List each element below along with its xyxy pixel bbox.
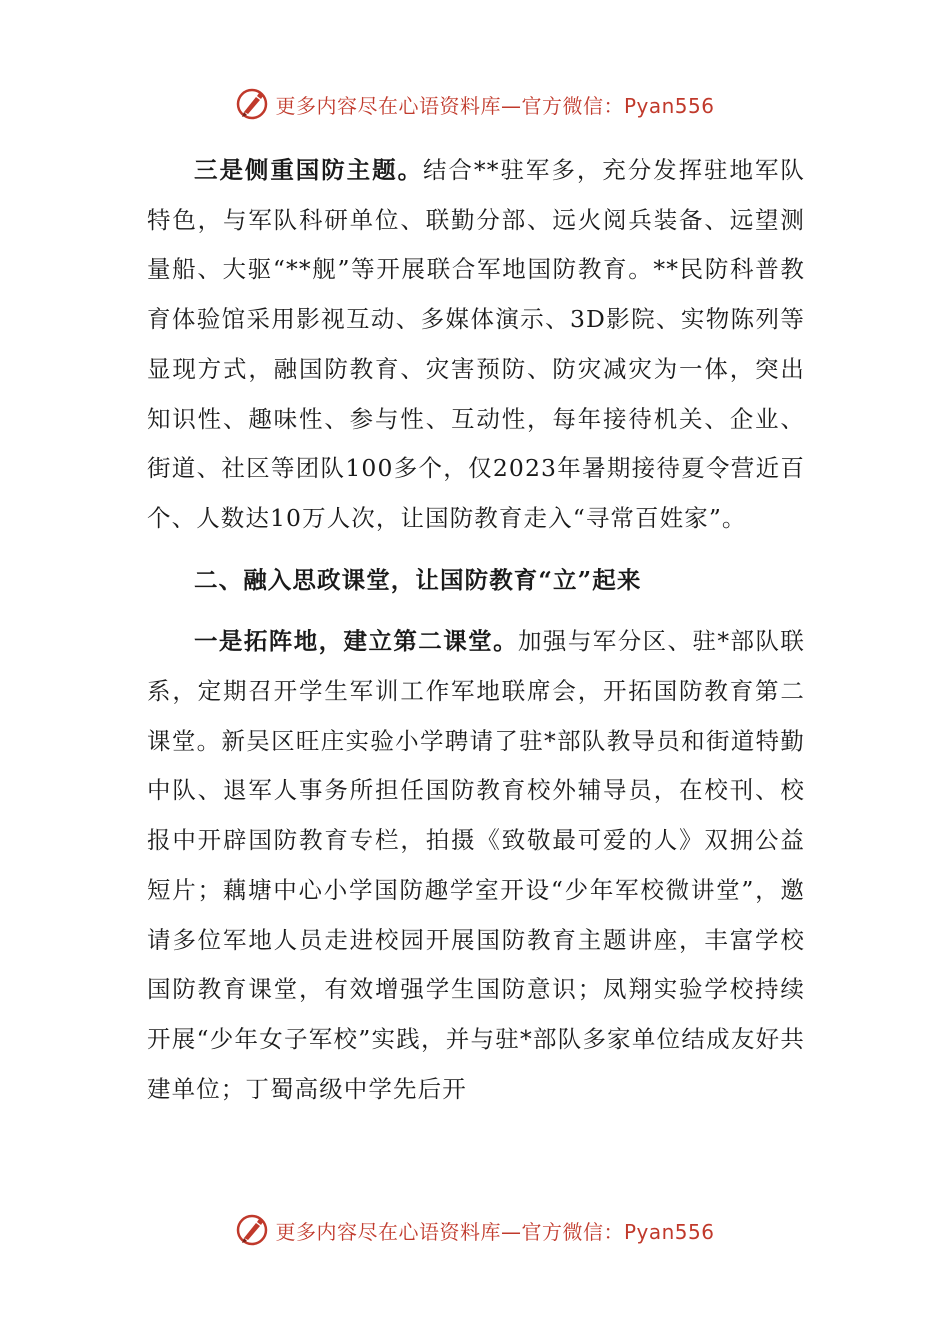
paragraph-lead: 一是拓阵地，建立第二课堂。 [194, 627, 518, 656]
footer-watermark-banner [0, 1210, 950, 1250]
header-watermark-banner [0, 84, 950, 124]
pen-logo-icon [235, 1213, 269, 1247]
document-body [147, 146, 805, 1114]
pen-logo-icon [235, 87, 269, 121]
paragraph-text: 结合**驻军多，充分发挥驻地军队特色，与军队科研单位、联勤分部、远火阅兵装备、远望测量船、大驱“**舰”等开展联合军地国防教育。**民防科普教育体验馆采用影视互动、多媒体演示、3D影院、实物陈列等显现方式，融国防教育、灾害预防、防灾减灾为一体，突出知识性、趣味性、参与性、互动性，每年接待机关、企业、街道、社区等团队100多个，仅2023年暑期接待夏令营近百个、人数达10万人次，让国防教育走入“寻常百姓家”。 [147, 156, 805, 532]
section-heading: 二、融入思政课堂，让国防教育“立”起来 [194, 565, 642, 594]
watermark-text: 更多内容尽在心语资料库—官方微信：Pyan556 [275, 93, 715, 118]
paragraph-second-classroom [147, 617, 805, 1114]
paragraph-national-defense-theme [147, 146, 805, 544]
paragraph-text: 加强与军分区、驻*部队联系，定期召开学生军训工作军地联席会，开拓国防教育第二课堂。新吴区旺庄实验小学聘请了驻*部队教导员和街道特勤中队、退军人事务所担任国防教育校外辅导员，在校刊、校报中开辟国防教育专栏，拍摄《致敬最可爱的人》双拥公益短片；藕塘中心小学国防趣学室开设“少年军校微讲堂”，邀请多位军地人员走进校园开展国防教育主题讲座，丰富学校国防教育课堂，有效增强学生国防意识；凤翔实验学校持续开展“少年女子军校”实践，并与驻*部队多家单位结成友好共建单位；丁蜀高级中学先后开 [147, 627, 805, 1103]
watermark-text: 更多内容尽在心语资料库—官方微信：Pyan556 [275, 1219, 715, 1244]
paragraph-lead: 三是侧重国防主题。 [194, 156, 424, 184]
